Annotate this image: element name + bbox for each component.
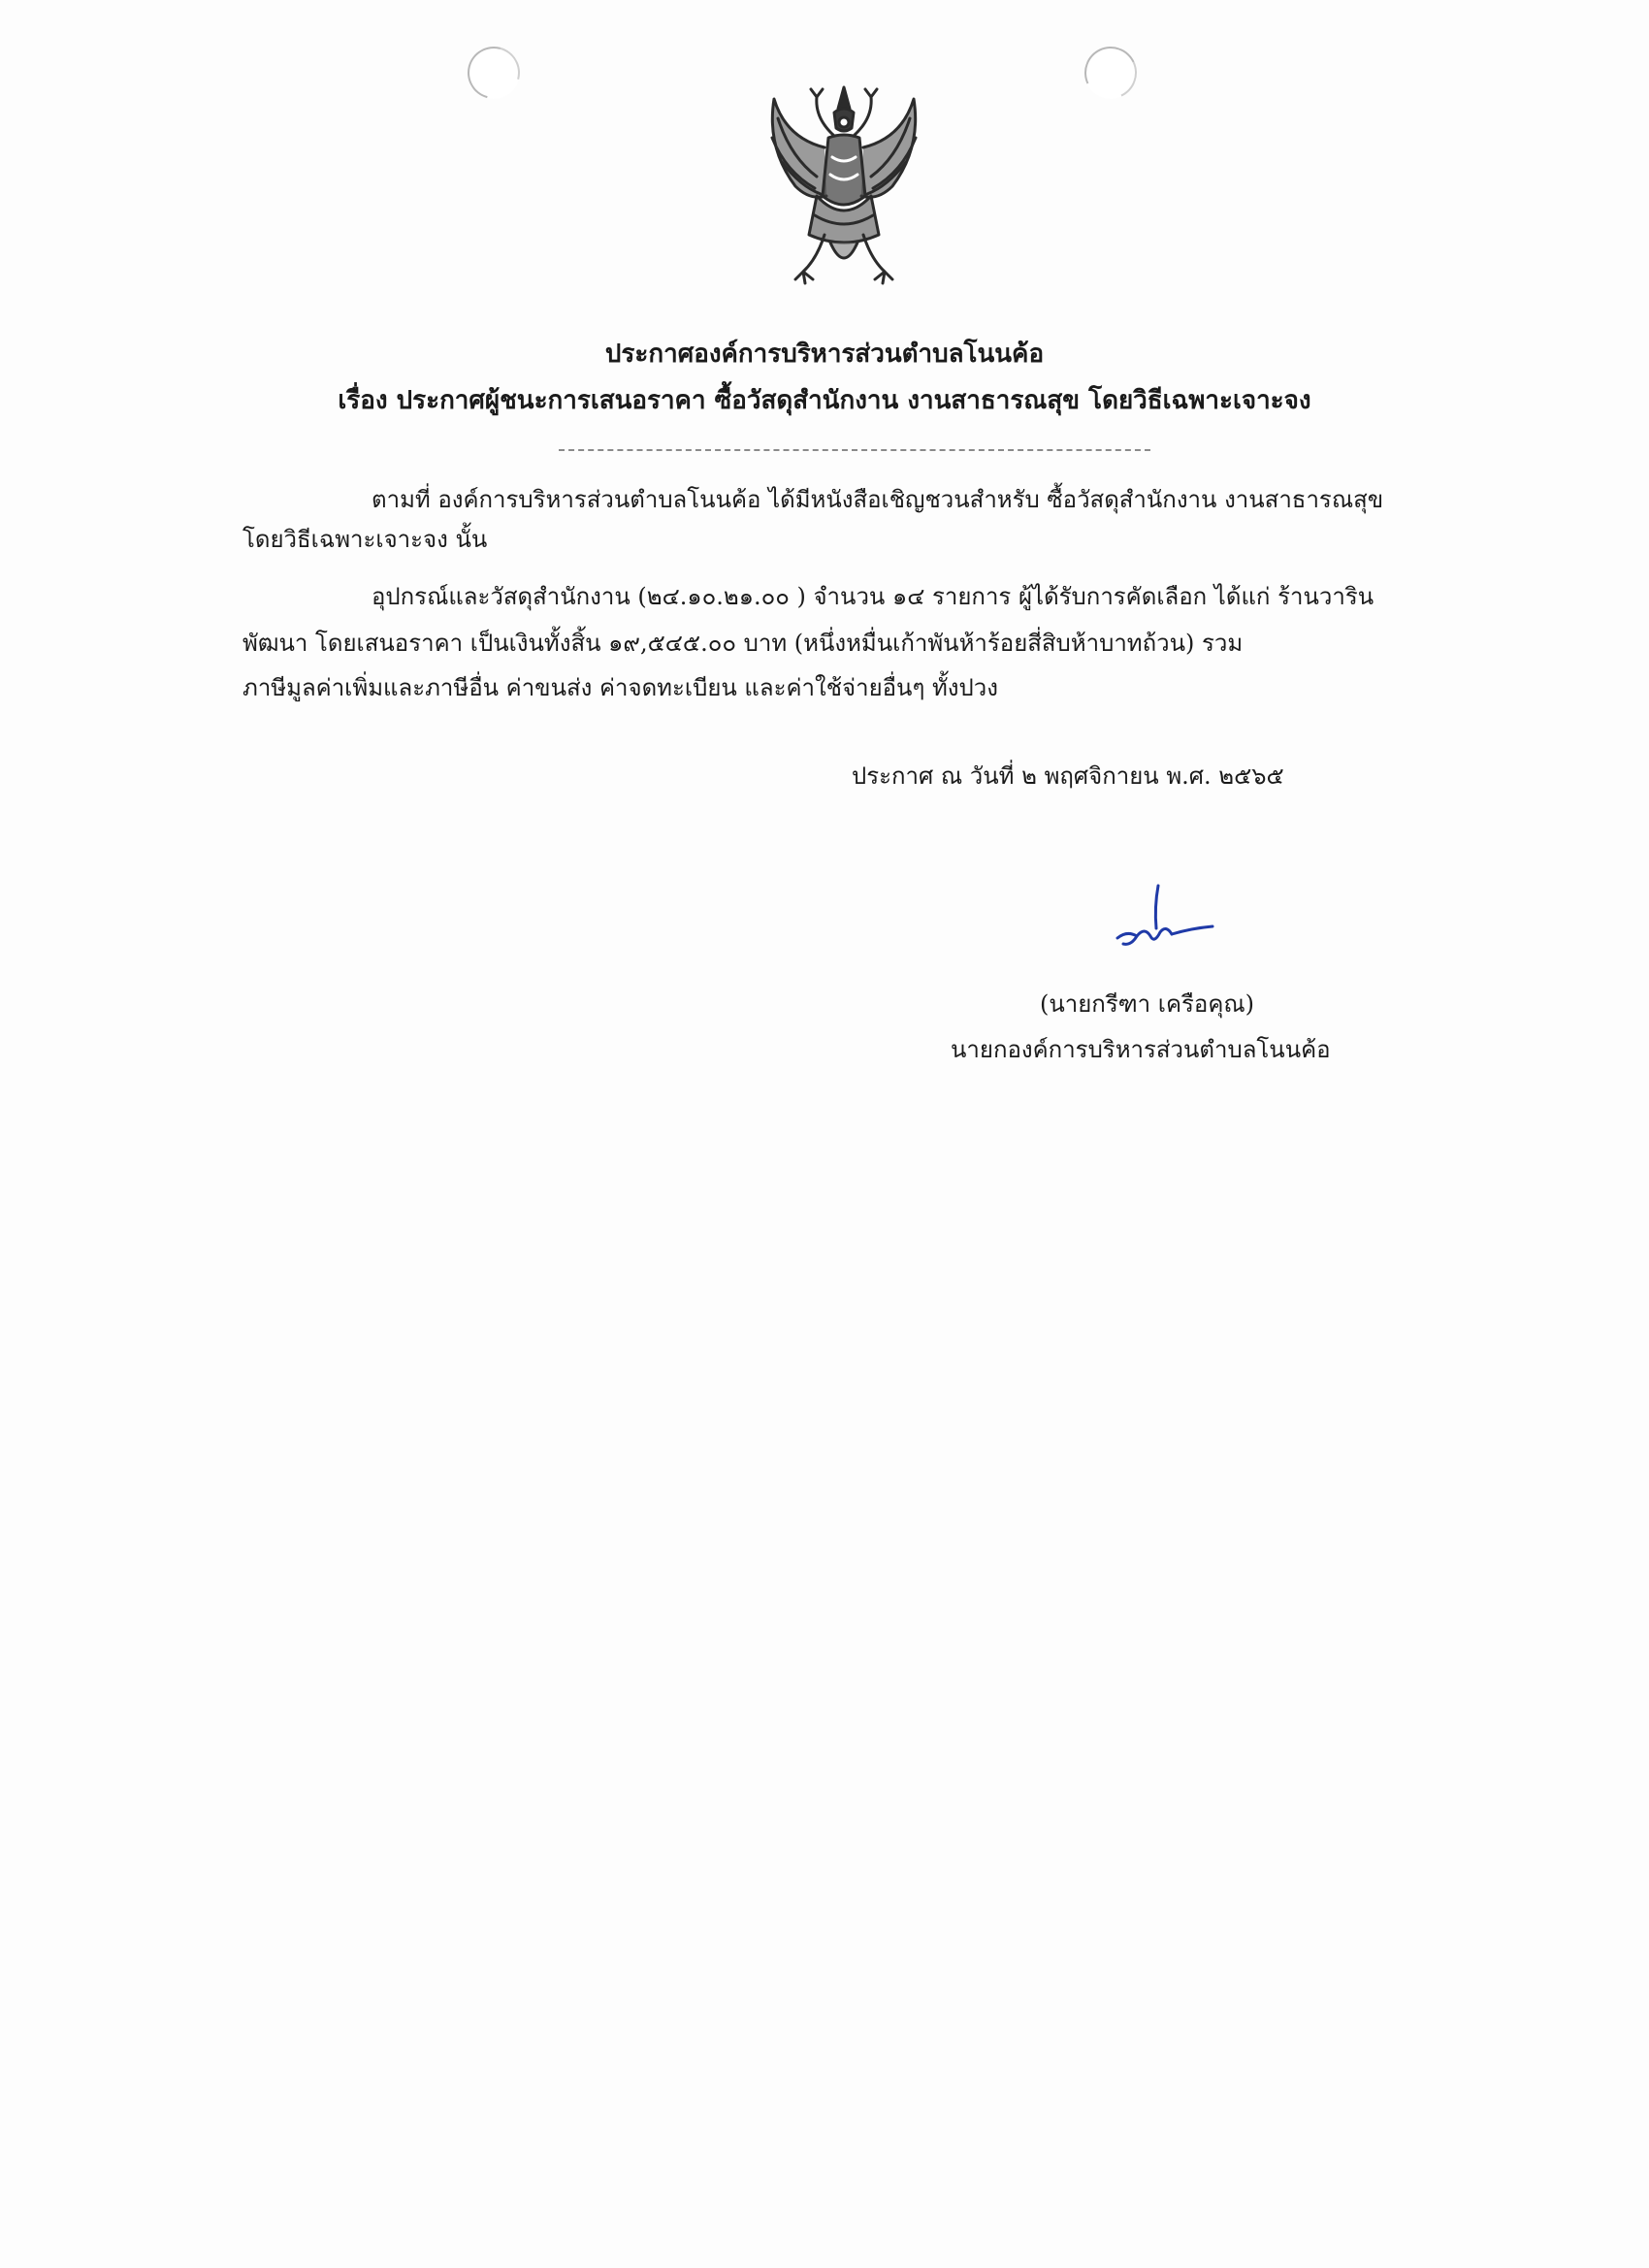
title-divider: [559, 449, 1150, 451]
garuda-emblem-icon: [757, 80, 931, 293]
document-subject-title: เรื่อง ประกาศผู้ชนะการเสนอราคา ซื้อวัสดุสำนักงาน งานสาธารณสุข โดยวิธีเฉพาะเจาะจง: [338, 386, 1311, 415]
paragraph1-line1: ตามที่ องค์การบริหารส่วนตำบลโนนค้อ ได้มีหนังสือเชิญชวนสำหรับ ซื้อวัสดุสำนักงาน งานสาธารณสุข: [372, 486, 1384, 513]
signer-name: (นายกรีฑา เครือคุณ): [1040, 990, 1255, 1018]
punch-hole-left: [458, 37, 530, 109]
punch-hole-right: [1077, 39, 1144, 106]
announce-date: ประกาศ ณ วันที่ ๒ พฤศจิกายน พ.ศ. ๒๕๖๕: [852, 762, 1284, 790]
document-org-title: ประกาศองค์การบริหารส่วนตำบลโนนค้อ: [604, 340, 1045, 369]
paragraph2-line2: พัฒนา โดยเสนอราคา เป็นเงินทั้งสิ้น ๑๙,๕๔๕.๐๐ บาท (หนึ่งหมื่นเก้าพันห้าร้อยสี่สิบห้าบาทถ้วน) รวม: [242, 630, 1244, 657]
signer-position: นายกองค์การบริหารส่วนตำบลโนนค้อ: [951, 1036, 1331, 1063]
paragraph2-line3: ภาษีมูลค่าเพิ่มและภาษีอื่น ค่าขนส่ง ค่าจดทะเบียน และค่าใช้จ่ายอื่นๆ ทั้งปวง: [242, 674, 998, 701]
signature-mark: [1104, 878, 1220, 975]
paragraph1-line2: โดยวิธีเฉพาะเจาะจง นั้น: [242, 526, 488, 553]
paragraph2-line1: อุปกรณ์และวัสดุสำนักงาน (๒๔.๑๐.๒๑.๐๐ ) จำนวน ๑๔ รายการ ผู้ได้รับการคัดเลือก ได้แก่ ร้านวาริน: [372, 583, 1374, 610]
